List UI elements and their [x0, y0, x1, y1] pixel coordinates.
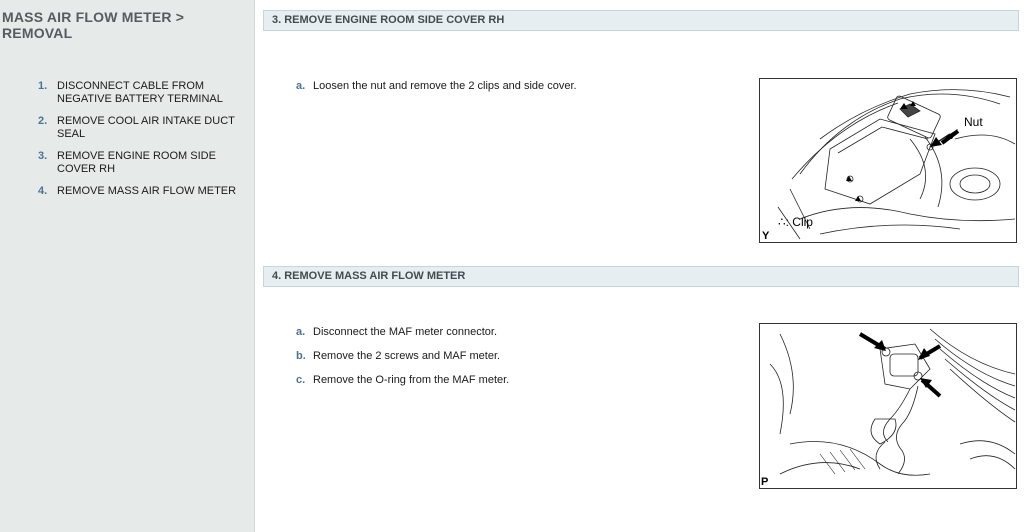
- step-letter: b.: [296, 350, 306, 362]
- step-text: Loosen the nut and remove the 2 clips and side cover.: [313, 80, 577, 92]
- toc-item-label[interactable]: REMOVE MASS AIR FLOW METER: [57, 185, 237, 197]
- step-item: [296, 350, 500, 363]
- step-text: Remove the 2 screws and MAF meter.: [313, 350, 501, 362]
- maf-meter-illustration: [759, 323, 1017, 489]
- section-heading-remove-side-cover: 3. REMOVE ENGINE ROOM SIDE COVER RH: [263, 10, 1019, 31]
- step-item: [296, 80, 577, 93]
- step-item: [296, 374, 509, 387]
- clip-legend: [778, 215, 813, 229]
- figure-corner-label: Y: [762, 230, 770, 242]
- step-letter: a.: [296, 326, 306, 338]
- nut-callout: Nut: [964, 115, 983, 129]
- step-text: Remove the O-ring from the MAF meter.: [313, 374, 510, 386]
- clip-symbol-icon: ∴: [778, 215, 786, 229]
- table-of-contents: [38, 80, 248, 208]
- toc-item-label[interactable]: REMOVE COOL AIR INTAKE DUCT SEAL: [57, 115, 235, 140]
- toc-item-remove-duct-seal[interactable]: [38, 115, 248, 140]
- toc-item-number: 4.: [38, 185, 48, 197]
- toc-item-number: 3.: [38, 150, 48, 162]
- toc-item-disconnect-cable[interactable]: [38, 80, 248, 105]
- step-item: [296, 326, 497, 339]
- toc-item-number: 2.: [38, 115, 48, 127]
- toc-item-number: 1.: [38, 80, 48, 92]
- toc-item-remove-side-cover[interactable]: [38, 150, 248, 175]
- step-text: Disconnect the MAF meter connector.: [313, 326, 498, 338]
- page-title: MASS AIR FLOW METER > REMOVAL: [2, 9, 185, 41]
- toc-item-label[interactable]: REMOVE ENGINE ROOM SIDE COVER RH: [57, 150, 216, 175]
- figure-corner-label: P: [761, 476, 769, 488]
- toc-item-label[interactable]: DISCONNECT CABLE FROM NEGATIVE BATTERY TERMINAL: [57, 80, 223, 105]
- toc-item-remove-maf-meter[interactable]: [38, 185, 248, 198]
- section-heading-remove-maf-meter: 4. REMOVE MASS AIR FLOW METER: [263, 266, 1019, 287]
- engine-room-side-cover-illustration: [759, 78, 1017, 243]
- sidebar: [0, 0, 255, 532]
- step-letter: c.: [296, 374, 306, 386]
- step-letter: a.: [296, 80, 306, 92]
- clip-legend-text: : Clip: [785, 215, 813, 229]
